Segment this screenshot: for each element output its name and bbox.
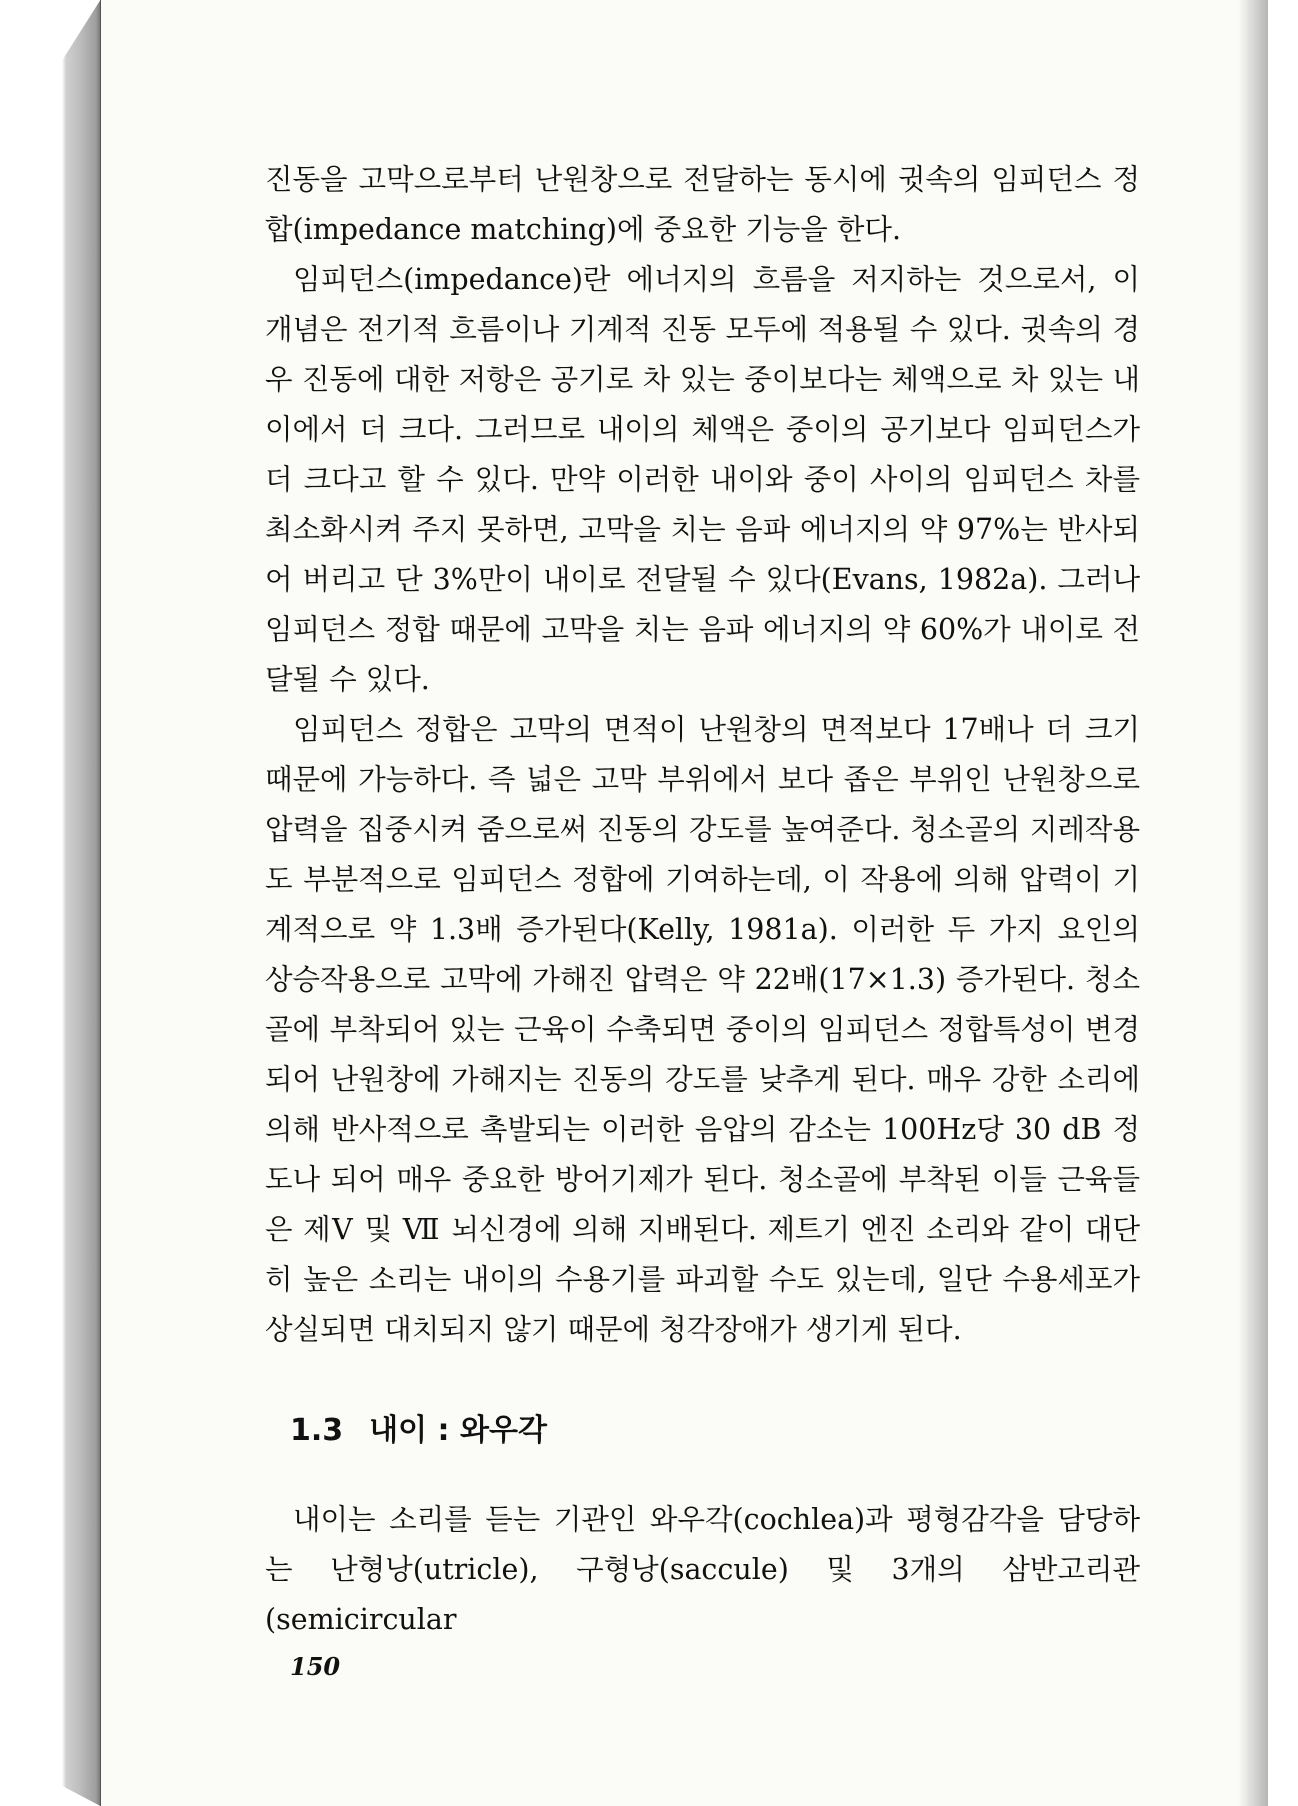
section-title: 내이 : 와우각 xyxy=(369,1413,547,1448)
section-heading xyxy=(290,1405,547,1449)
paragraph-2: 임피던스(impedance)란 에너지의 흐름을 저지하는 것으로서, 이 개념은 전기적 흐름이나 기계적 진동 모두에 적용될 수 있다. 귓속의 경우 진동에 대한 저항은 공기로 차 있는 중이보다는 체액으로 차 있는 내이에서 더 크다. 그러므로 내이의 체액은 중이의 공기보다 임피던스가 더 크다고 할 수 있다. 만약 이러한 내이와 중이 사이의 임피던스 차를 최소화시켜 주지 못하면, 고막을 치는 음파 에너지의 약 97%는 반사되어 버리고 단 3%만이 내이로 전달될 수 있다(Evans, 1982a). 그러나 임피던스 정합 때문에 고막을 치는 음파 에너지의 약 60%가 내이로 전달될 수 있다. xyxy=(265,263,1140,696)
section-number: 1.3 xyxy=(290,1413,344,1448)
body-text xyxy=(265,155,1140,1355)
book-edge xyxy=(0,0,100,1806)
paragraph-3: 임피던스 정합은 고막의 면적이 난원창의 면적보다 17배나 더 크기 때문에 가능하다. 즉 넓은 고막 부위에서 보다 좁은 부위인 난원창으로 압력을 집중시켜 줌으로써 진동의 강도를 높여준다. 청소골의 지레작용도 부분적으로 임피던스 정합에 기여하는데, 이 작용에 의해 압력이 기계적으로 약 1.3배 증가된다(Kelly, 1981a). 이러한 두 가지 요인의 상승작용으로 고막에 가해진 압력은 약 22배(17×1.3) 증가된다. 청소골에 부착되어 있는 근육이 수축되면 중이의 임피던스 정합특성이 변경되어 난원창에 가해지는 진동의 강도를 낮추게 된다. 매우 강한 소리에 의해 반사적으로 촉발되는 이러한 음압의 감소는 100Hz당 30 dB 정도나 되어 매우 중요한 방어기제가 된다. 청소골에 부착된 이들 근육들은 제Ⅴ 및 Ⅶ 뇌신경에 의해 지배된다. 제트기 엔진 소리와 같이 대단히 높은 소리는 내이의 수용기를 파괴할 수도 있는데, 일단 수용세포가 상실되면 대치되지 않기 때문에 청각장애가 생기게 된다. xyxy=(265,713,1141,1346)
page-number: 150 xyxy=(290,1652,341,1681)
page-shadow xyxy=(1238,0,1268,1806)
paragraph-4: 내이는 소리를 듣는 기관인 와우각(cochlea)과 평형감각을 담당하는 난형낭(utricle), 구형낭(saccule) 및 3개의 삼반고리관(semicircular xyxy=(265,1503,1140,1636)
paragraph-1: 진동을 고막으로부터 난원창으로 전달하는 동시에 귓속의 임피던스 정합(impedance matching)에 중요한 기능을 한다. xyxy=(265,163,1140,246)
body-text-after-section xyxy=(265,1495,1140,1645)
